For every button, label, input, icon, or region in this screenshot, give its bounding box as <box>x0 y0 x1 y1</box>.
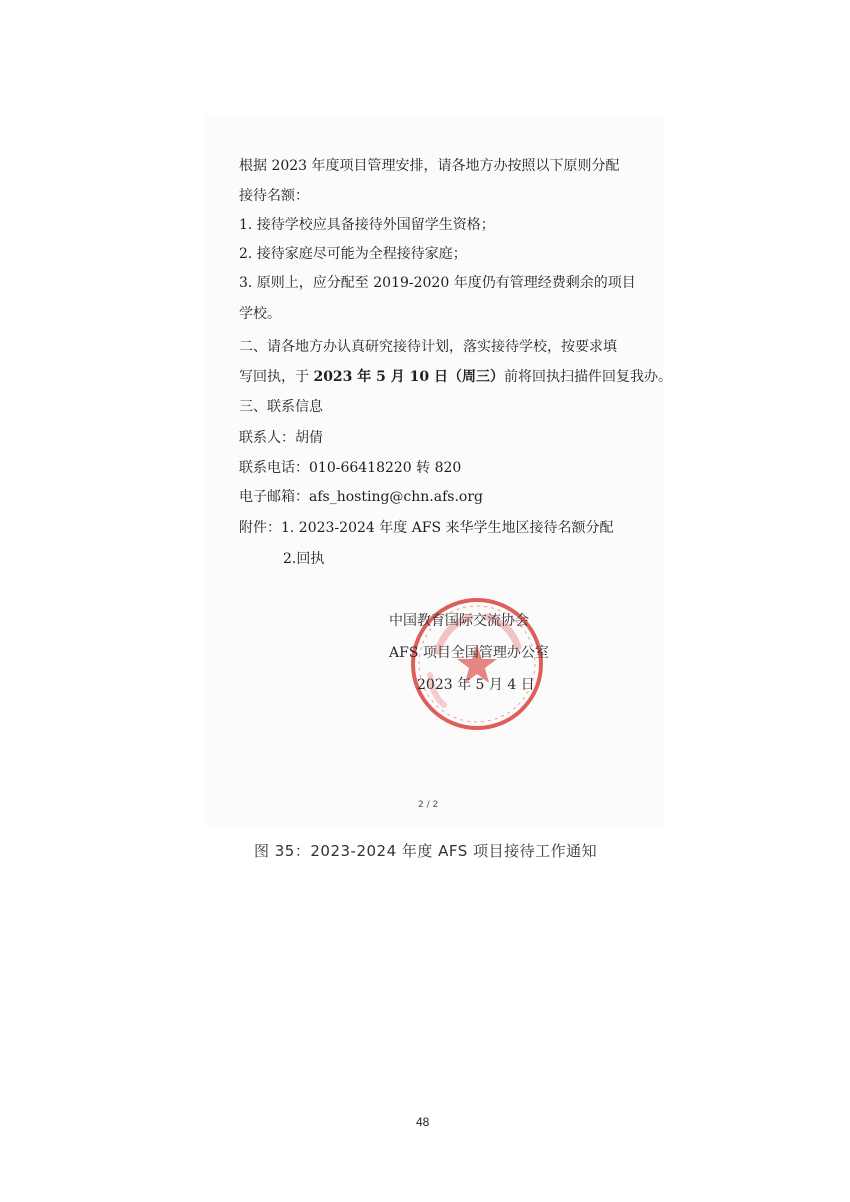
contact-phone: 联系电话：010-66418220 转 820 <box>239 460 462 476</box>
deadline-date: 2023 年 5 月 10 日（周三） <box>313 369 505 385</box>
letter-section-3: 三、联系信息 <box>239 399 323 415</box>
contact-email: 电子邮箱：afs_hosting@chn.afs.org <box>239 489 483 505</box>
letter-item-1: 1. 接待学校应具备接待外国留学生资格； <box>239 217 495 233</box>
signature-office: AFS 项目全国管理办公室 <box>389 645 549 661</box>
letter-section-2-line-a: 二、请各地方办认真研究接待计划，落实接待学校，按要求填 <box>239 339 617 355</box>
letter-line-1: 根据 2023 年度项目管理安排，请各地方办按照以下原则分配 <box>239 158 620 174</box>
scan-page-number: 2 / 2 <box>418 800 439 810</box>
signature-date: 2023 年 5 月 4 日 <box>417 677 535 693</box>
letter-item-3-line-a: 3. 原则上，应分配至 2019-2020 年度仍有管理经费剩余的项目 <box>239 275 636 291</box>
figure-caption: 图 35：2023-2024 年度 AFS 项目接待工作通知 <box>254 842 598 860</box>
deadline-post-text: 前将回执扫描件回复我办。 <box>504 369 673 385</box>
letter-item-3-line-b: 学校。 <box>239 306 281 322</box>
letter-section-2-line-b <box>239 368 672 386</box>
letter-line-2: 接待名额： <box>239 188 309 204</box>
attachment-1: 附件：1. 2023-2024 年度 AFS 来华学生地区接待名额分配 <box>239 520 614 536</box>
letter-item-2: 2. 接待家庭尽可能为全程接待家庭； <box>239 246 467 262</box>
contact-person: 联系人：胡倩 <box>239 430 323 446</box>
deadline-pre-text: 写回执，于 <box>239 369 314 385</box>
signature-org: 中国教育国际交流协会 <box>389 613 529 629</box>
attachment-2: 2.回执 <box>283 551 325 567</box>
page-number: 48 <box>416 1115 430 1129</box>
